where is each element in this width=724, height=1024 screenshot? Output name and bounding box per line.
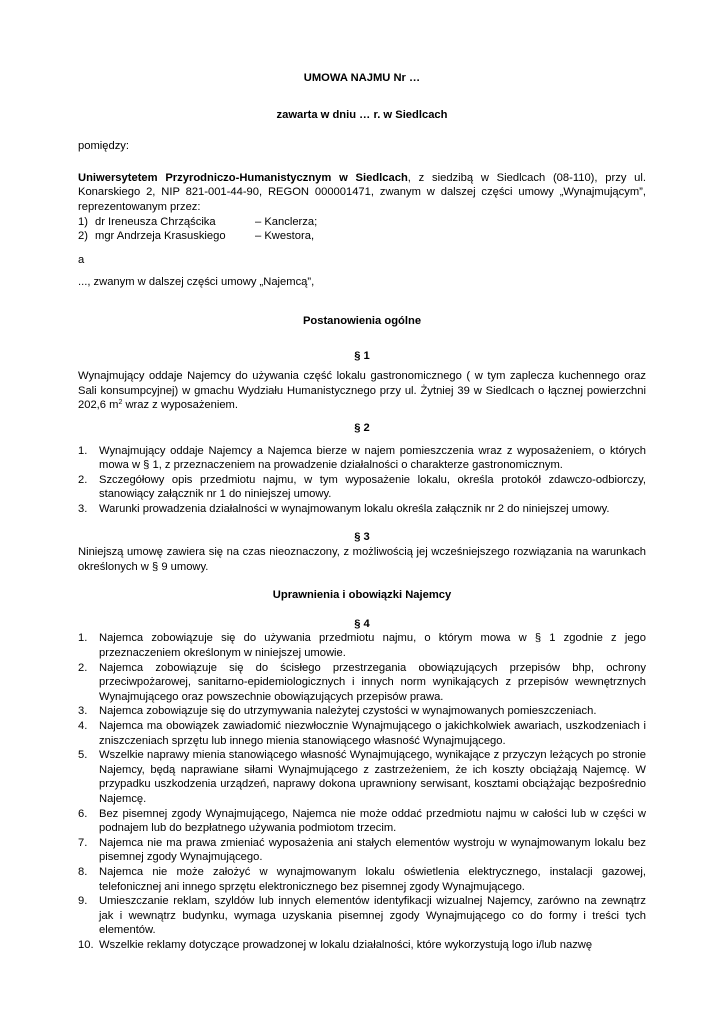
list-item-text: Umieszczanie reklam, szyldów lub innych elementów identyfikacji wizualnej Najemcy, zarówno na zewnątrz jak i wewnątrz budynku, wymaga uzyskania pisemnej zgody Wynajmującego co do formy i treści tych elementów. <box>99 895 646 937</box>
list-item-number: 2. <box>78 661 88 674</box>
document-subtitle: zawarta w dniu … r. w Siedlcach <box>276 108 448 121</box>
list-item <box>78 473 646 502</box>
list-item-number: 9. <box>78 895 88 908</box>
representative-role: – Kanclerza; <box>255 215 318 228</box>
list-item-number: 1. <box>78 444 88 457</box>
representative-number: 1) <box>78 215 88 228</box>
list-item-text: Najemca nie ma prawa zmieniać wyposażenia ani stałych elementów wystroju w wynajmowanym lokalu bez pisemnej zgody Wynajmującego. <box>99 836 646 864</box>
list-item-text: Najemca zobowiązuje się do używania przedmiotu najmu, o którym mowa w § 1 zgodnie z jego przeznaczeniem określonym w niniejszej umowie. <box>99 632 646 660</box>
and-label: a <box>78 253 85 266</box>
paragraph-4-heading: § 4 <box>354 617 370 630</box>
paragraph-3-text: Niniejszą umowę zawiera się na czas nieoznaczony, z możliwością jej wcześniejszego rozwiązania na warunkach określonych w § 9 umowy. <box>78 546 646 573</box>
section-title-obligations: Uprawnienia i obowiązki Najemcy <box>272 589 452 602</box>
document-title: UMOWA NAJMU Nr … <box>303 72 421 84</box>
list-item <box>78 661 646 705</box>
representative-row <box>78 215 646 230</box>
list-item-text: Najemca zobowiązuje się do utrzymywania należytej czystości w wynajmowanych pomieszczeniach. <box>99 705 597 718</box>
party-1-name: Uniwersytetem Przyrodniczo-Humanistycznym w Siedlcach <box>78 171 408 184</box>
paragraph-2-heading: § 2 <box>354 421 370 434</box>
list-item-number: 8. <box>78 865 88 878</box>
party-1-details: , z siedzibą w Siedlcach (08-110), przy ul. Konarskiego 2, NIP 821-001-44-90, REGON 000001471, zwanym w dalszej części umowy „Wynajmującym”, reprezentowanym przez: <box>78 171 646 213</box>
representatives-list <box>78 215 646 244</box>
paragraph-3-heading: § 3 <box>354 531 370 544</box>
paragraph-1-body: Wynajmujący oddaje Najemcy do używania część lokalu gastronomicznego ( w tym zaplecza kuchennego oraz Sali konsumpcyjnej) w gmachu Wydziału Humanistycznego przy ul. Żytniej 39 w Siedlcach o łącznej powierzchni 202,6 m <box>78 370 646 412</box>
paragraph-1-tail: wraz z wyposażeniem. <box>122 399 238 412</box>
list-item-number: 3. <box>78 705 88 718</box>
party-1-paragraph <box>78 171 646 215</box>
list-item-text: Najemca zobowiązuje się do ścisłego przestrzegania obowiązujących przepisów bhp, ochrony przeciwpożarowej, sanitarno-epidemiologicznych i innych norm wynikających z przepisów wewnętrznych Wynajmującego oraz powszechnie obowiązujących przepisów prawa. <box>99 661 646 703</box>
list-item <box>78 938 646 953</box>
party-2-paragraph: ..., zwanym w dalszej części umowy „Najemcą”, <box>78 276 315 289</box>
list-item-text: Wynajmujący oddaje Najemcy a Najemca bierze w najem pomieszczenia wraz z wyposażeniem, o których mowa w § 1, z przeznaczeniem na prowadzenie działalności o charakterze gastronomicznym. <box>99 444 646 472</box>
list-item-number: 3. <box>78 502 88 515</box>
list-item-text: Wszelkie naprawy mienia stanowiącego własność Wynajmującego, wynikające z przyczyn leżących po stronie Najemcy, będą naprawiane siłami Wynajmującego z zastrzeżeniem, że ich koszty obciążają Najemcę. W przypadku uszkodzenia urządzeń, naprawy dokona uprawniony serwisant, kosztami obciążając bezpośrednio Najemcę. <box>99 749 646 805</box>
list-item-number: 10. <box>78 938 94 951</box>
representative-name: mgr Andrzeja Krasuskiego <box>95 230 226 243</box>
list-item-number: 4. <box>78 720 88 732</box>
list-item-text: Warunki prowadzenia działalności w wynajmowanym lokalu określa załącznik nr 2 do niniejszej umowy. <box>99 502 610 515</box>
representative-number: 2) <box>78 230 88 243</box>
list-item <box>78 719 646 748</box>
list-item <box>78 807 646 836</box>
list-item <box>78 444 646 473</box>
superscript-exponent: 2 <box>118 399 123 407</box>
document-body <box>78 71 646 953</box>
list-item-number: 1. <box>78 632 88 645</box>
list-item-text: Wszelkie reklamy dotyczące prowadzonej w lokalu działalności, które wykorzystują logo i/lub nazwę <box>99 938 593 951</box>
list-item-number: 7. <box>78 836 88 849</box>
between-label: pomiędzy: <box>78 140 129 153</box>
representative-role: – Kwestora, <box>255 230 315 243</box>
list-item <box>78 836 646 865</box>
list-item <box>78 865 646 894</box>
paragraph-1-heading: § 1 <box>354 349 370 362</box>
representative-row <box>78 229 646 244</box>
list-item-text: Najemca nie może założyć w wynajmowanym lokalu oświetlenia elektrycznego, instalacji gazowej, telefonicznej ani innego sprzętu elektronicznego bez pisemnej zgody Wynajmującego. <box>99 865 646 893</box>
list-item <box>78 704 646 719</box>
list-item <box>78 631 646 660</box>
list-item <box>78 894 646 938</box>
list-item <box>78 502 646 517</box>
list-item <box>78 748 646 806</box>
list-item-text: Szczegółowy opis przedmiotu najmu, w tym wyposażenie lokalu, określa protokół zdawczo-odbiorczy, stanowiący załącznik nr 1 do niniejszej umowy. <box>99 473 646 501</box>
list-item-text: Najemca ma obowiązek zawiadomić niezwłocznie Wynajmującego o jakichkolwiek awariach, uszkodzeniach i zniszczeniach sprzętu lub innego mienia stanowiącego własność Wynajmującego. <box>99 720 646 747</box>
paragraph-1-text <box>78 369 646 413</box>
list-item-number: 6. <box>78 807 88 820</box>
paragraph-2-list <box>78 444 646 517</box>
representative-name: dr Ireneusza Chrząścika <box>95 215 216 228</box>
section-title-general: Postanowienia ogólne <box>302 314 422 327</box>
list-item-number: 5. <box>78 749 88 762</box>
paragraph-4-list <box>78 631 646 952</box>
list-item-text: Bez pisemnej zgody Wynajmującego, Najemca nie może oddać przedmiotu najmu w całości lub w części w podnajem lub do bezpłatnego używania podmiotom trzecim. <box>99 807 646 835</box>
list-item-number: 2. <box>78 473 88 486</box>
